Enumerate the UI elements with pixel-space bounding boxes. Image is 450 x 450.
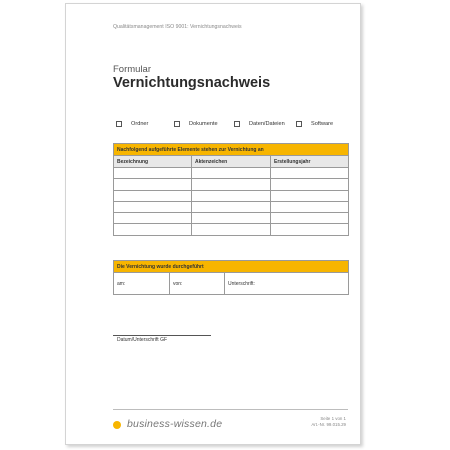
table-cell[interactable]	[114, 179, 192, 190]
elements-table-banner: Nachfolgend aufgeführte Elemente stehen zur Vernichtung an	[114, 144, 349, 156]
footer-divider	[113, 409, 348, 410]
table-cell[interactable]	[192, 179, 271, 190]
checkbox-label: Daten/Dateien	[249, 121, 285, 127]
table-cell[interactable]	[192, 213, 271, 224]
column-header-erstellungsjahr: Erstellungsjahr	[271, 156, 349, 168]
checkbox-box[interactable]	[116, 121, 122, 127]
table-cell[interactable]	[192, 224, 271, 235]
table-cell[interactable]	[114, 168, 192, 179]
checkbox-label: Ordner	[131, 121, 149, 127]
checkbox-dokumente[interactable]	[174, 121, 218, 127]
destruction-table-banner: Die Vernichtung wurde durchgeführt	[114, 261, 349, 273]
page-number: Seite 1 von 1	[320, 416, 346, 421]
table-cell[interactable]	[192, 190, 271, 201]
table-row	[114, 213, 349, 224]
checkbox-daten[interactable]	[234, 121, 285, 127]
column-header-aktenzeichen: Aktenzeichen	[192, 156, 271, 168]
field-am[interactable]: am:	[114, 273, 170, 295]
page-title: Vernichtungsnachweis	[113, 75, 271, 91]
checkbox-box[interactable]	[296, 121, 302, 127]
form-kicker: Formular	[113, 64, 152, 75]
table-cell[interactable]	[114, 213, 192, 224]
table-cell[interactable]	[114, 201, 192, 212]
brand-logo: business-wissen.de	[127, 418, 223, 430]
table-cell[interactable]	[271, 224, 349, 235]
checkbox-box[interactable]	[234, 121, 240, 127]
checkbox-row	[116, 121, 356, 131]
table-cell[interactable]	[271, 190, 349, 201]
page-info	[311, 416, 346, 428]
table-cell[interactable]	[271, 168, 349, 179]
table-row	[114, 179, 349, 190]
logo-dot-icon	[113, 421, 121, 429]
table-cell[interactable]	[271, 201, 349, 212]
table-row	[114, 201, 349, 212]
checkbox-box[interactable]	[174, 121, 180, 127]
destruction-table	[113, 260, 349, 295]
field-unterschrift[interactable]: Unterschrift:	[225, 273, 349, 295]
field-von[interactable]: von:	[170, 273, 225, 295]
table-cell[interactable]	[114, 190, 192, 201]
table-row	[114, 190, 349, 201]
checkbox-label: Software	[311, 121, 334, 127]
table-row	[114, 224, 349, 235]
elements-table	[113, 143, 349, 236]
table-cell[interactable]	[114, 224, 192, 235]
table-cell[interactable]	[192, 168, 271, 179]
document-header: Qualitätsmanagement ISO 9001: Vernichtungsnachweis	[113, 24, 242, 30]
signature-line	[113, 335, 211, 336]
table-cell[interactable]	[271, 179, 349, 190]
checkbox-software[interactable]	[296, 121, 333, 127]
table-cell[interactable]	[192, 201, 271, 212]
signature-label: Datum/Unterschrift GF	[117, 337, 168, 343]
checkbox-label: Dokumente	[189, 121, 218, 127]
form-page	[65, 3, 361, 445]
column-header-bezeichnung: Bezeichnung	[114, 156, 192, 168]
table-cell[interactable]	[271, 213, 349, 224]
checkbox-ordner[interactable]	[116, 121, 148, 127]
table-row	[114, 168, 349, 179]
article-number: Art.-Nr. 99.015.29	[311, 422, 346, 427]
